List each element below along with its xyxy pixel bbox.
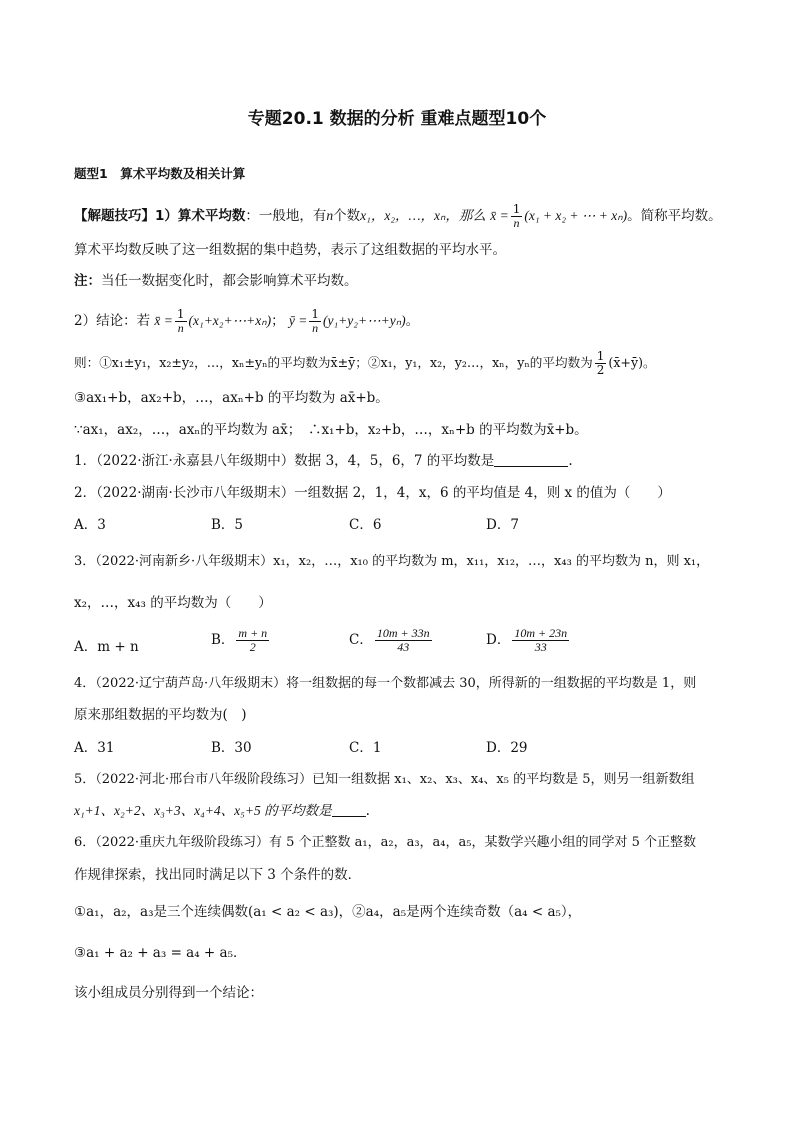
fraction-numerator: 10m + 33n [376,626,430,640]
question-1-text: 1．（2022·浙江·永嘉县八年级期中）数据 3，4，5，6，7 的平均数是 [74,453,495,469]
fraction-numerator: 1 [512,202,521,216]
conclusion-text: 2）结论：若 [74,313,151,329]
mean-symbol: x̄ = [490,208,509,223]
fraction-numerator: 1 [311,307,319,321]
question-2: 2．（2022·湖南·长沙市八年级期末）一组数据 2，1，4，x，6 的平均值是 4，则 x 的值为（ ） [74,485,671,501]
q3-option-d[interactable] [486,627,571,654]
question-6-last: 该小组成员分别得到一个结论： [74,985,263,1001]
q4-option-b[interactable]: B．30 [211,740,252,756]
fraction-numerator: 1 [176,307,185,321]
x-sum-expression: (x₁+x₂+⋯+xₙ) [188,313,272,328]
tips-heading: 【解题技巧】 [74,208,155,224]
fraction [375,627,432,654]
page-title: 专题20.1 数据的分析 重难点题型10个 [247,109,547,129]
question-5-line-1: 5．（2022·河北·邢台市八年级阶段练习）已知一组数据 x₁、x₂、x₃、x₄、x₅ 的平均数是 5，则另一组新数组 [74,772,695,787]
section-heading: 题型1 算术平均数及相关计算 [74,166,246,181]
q2-option-d[interactable]: D．7 [486,517,519,533]
note-text: 当任一数据变化时，都会影响算术平均数。 [101,273,358,289]
fraction-denominator: 2 [596,363,605,377]
fraction-denominator: 33 [534,640,547,654]
question-4-line-2: 原来那组数据的平均数为( ) [74,707,247,723]
option-label: B． [211,632,235,648]
question-3-line-2: x₂，…，x₄₃ 的平均数为（ ） [74,595,272,611]
option-label: C． [349,632,373,648]
q3-option-c[interactable] [349,627,434,654]
q3-option-a[interactable] [74,638,139,656]
question-5-line-2 [74,802,370,820]
q4-option-c[interactable]: C．1 [349,740,382,756]
tips-term: 1）算术平均数 [155,208,246,224]
then-end: (x̄+ȳ)。 [608,355,656,370]
fraction-numerator: 1 [596,349,605,363]
question-5-text: x₁+1、x₂+2、x₃+3、x₄+4、x₅+5 的平均数是 [74,803,332,818]
question-6-line-2: 作规律探索，找出同时满足以下 3 个条件的数． [74,867,362,883]
tips-list: x₁，x₂，…，xₙ，那么 [360,208,486,223]
tips-note [74,272,358,290]
q2-option-a[interactable]: A．3 [74,517,106,533]
then-line [74,350,656,377]
q4-option-a[interactable]: A．31 [74,740,115,756]
note-label: 注： [74,273,101,289]
q4-option-d[interactable]: D．29 [486,740,528,756]
tips-n: n [326,208,334,223]
fraction [512,627,569,654]
tips-text: 个数 [333,208,361,224]
fraction-denominator: 2 [249,640,256,654]
fraction-numerator: m + n [238,626,268,640]
answer-blank[interactable] [494,452,568,467]
q2-option-b[interactable]: B．5 [211,517,244,533]
question-5-end: . [365,803,370,819]
x-mean-symbol: x̄ = [154,313,173,328]
q3-option-a-text: A．m + n [74,639,139,655]
option-label: D． [486,632,511,648]
y-mean-symbol: ȳ = [288,313,308,328]
question-1-end: . [568,453,573,469]
sum-expression: (x₁ + x₂ + ⋯ + xₙ) [524,208,628,223]
fraction [511,203,523,230]
fraction [595,350,607,377]
y-sum-expression: (y₁+y₂+⋯+yₙ) [323,313,406,328]
fraction-denominator: n [177,321,184,335]
tips-text: 。简称平均数。 [627,208,722,224]
question-6-condition-1: ①a₁，a₂，a₃是三个连续偶数(a₁ < a₂ < a₃)，②a₄，a₅是两个连续奇数（a₄ < a₅）， [74,904,582,920]
fraction-denominator: n [312,321,319,335]
question-3-line-1: 3．（2022·河南新乡·八年级期末）x₁，x₂，…，x₁₀ 的平均数为 m，x₁₁，x₁₂，…，x₄₃ 的平均数为 n，则 x₁， [74,554,710,569]
question-1 [74,452,573,470]
fraction [309,308,321,335]
q3-option-b[interactable] [211,627,271,654]
fraction-denominator: 43 [397,640,410,654]
fraction-denominator: n [513,216,520,230]
question-6-condition-3: ③a₁ + a₂ + a₃ = a₄ + a₅． [74,945,247,961]
conclusion-end: 。 [405,313,420,329]
fraction [236,627,269,654]
question-6-line-1: 6．（2022·重庆九年级阶段练习）有 5 个正整数 a₁，a₂，a₃，a₄，a₅，某数学兴趣小组的同学对 5 个正整数 [74,835,697,850]
tips-text: ：一般地，有 [245,208,327,224]
fraction [175,308,187,335]
separator: ； [271,313,285,329]
tips-line-2: 算术平均数反映了这一组数据的集中趋势，表示了这组数据的平均水平。 [74,242,506,258]
fraction-numerator: 10m + 23n [514,626,568,640]
tips-line-1 [74,203,722,230]
conclusion-line [74,308,419,335]
because-line: ∵ax₁，ax₂，…，axₙ的平均数为 ax̄； ∴x₁+b，x₂+b，…，xₙ+b 的平均数为x̄+b。 [74,422,588,438]
answer-blank[interactable] [332,802,366,817]
q2-option-c[interactable]: C．6 [349,517,382,533]
then-text: 则：①x₁±y₁，x₂±y₂，…，xₙ±yₙ的平均数为x̄±ȳ；②x₁，y₁，x₂，y₂…，xₙ，yₙ的平均数为 [74,355,593,370]
question-4-line-1: 4．（2022·辽宁葫芦岛·八年级期末）将一组数据的每一个数都减去 30，所得新的一组数据的平均数是 1，则 [74,676,697,691]
third-rule: ③ax₁+b，ax₂+b，…，axₙ+b 的平均数为 ax̄+b。 [74,390,389,406]
